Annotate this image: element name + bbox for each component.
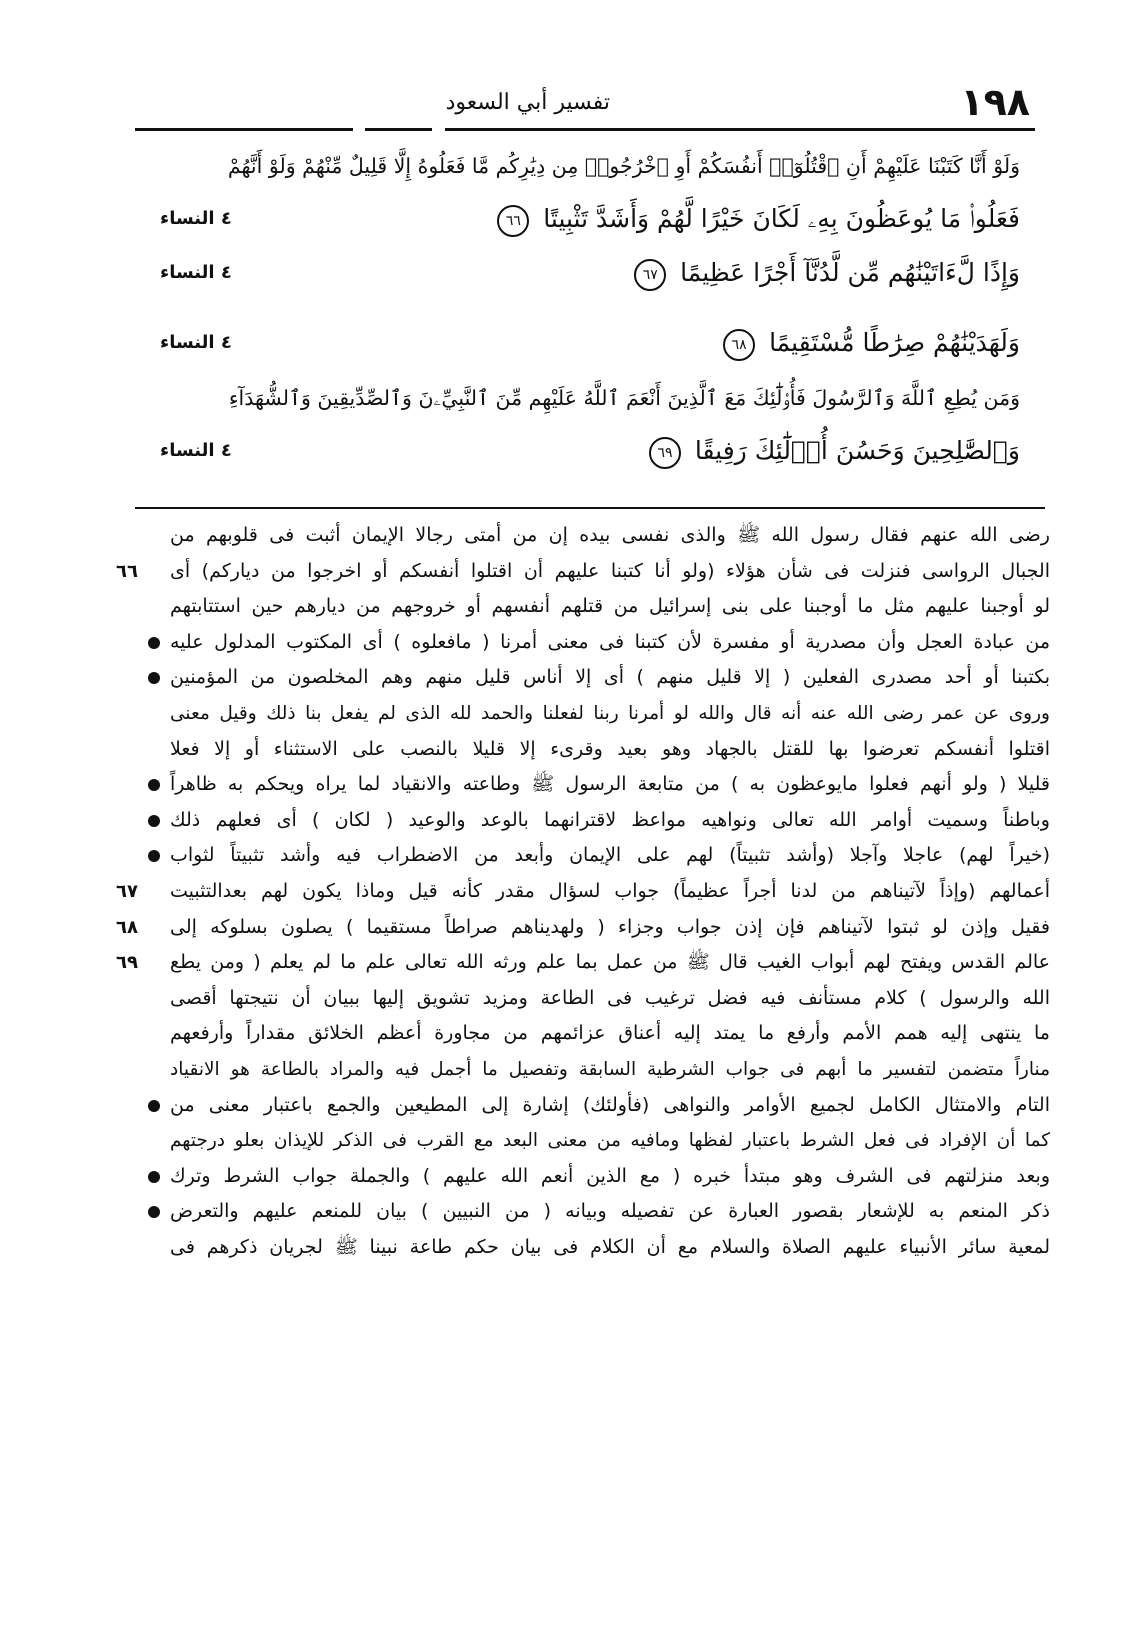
- commentary-line: [116, 910, 1050, 946]
- commentary-line: [170, 589, 1050, 625]
- commentary-line: [170, 981, 1050, 1017]
- commentary-line: [170, 518, 1050, 554]
- verse-margin-number: ٦٨: [116, 916, 138, 938]
- surah-reference: ٤ النساء: [160, 332, 232, 353]
- commentary-line: [170, 660, 1050, 696]
- page-number: ١٩٨: [960, 80, 1030, 124]
- commentary-line-text: (خيراً لهم) عاجلا وآجلا (وأشد تثبيتاً) لهم على الإيمان وأبعد من الاضطراب فيه وأشد تثبيتاً لثواب: [170, 844, 1050, 867]
- verse-line: [160, 426, 1020, 476]
- book-title: تفسير أبي السعود: [445, 90, 610, 115]
- verse-line: [160, 248, 1020, 318]
- header-rule-right: [445, 128, 1035, 131]
- verse-text: وَإِذًا لَّءَاتَيْنَٰهُم مِّن لَّدُنَّآ أَجْرًا عَظِيمًا: [680, 258, 1020, 287]
- commentary-line-text: لمعية سائر الأنبياء عليهم الصلاة والسلام مع أن الكلام فى بيان حكم طاعة نبينا ﷺ لجريان ذكرهم فى: [170, 1235, 1050, 1258]
- commentary-line-text: ذكر المنعم به للإشعار بقصور العبارة عن تفصيله وبيانه ( من النبيين ) بيان للمنعم عليهم والتعرض: [170, 1200, 1050, 1223]
- verse-line: [160, 140, 1020, 194]
- commentary-line-text: وروى عن عمر رضى الله عنه أنه قال والله لو أمرنا ربنا لفعلنا والحمد لله الذى لم يفعل بنا ذلك وقيل معنى: [170, 702, 1050, 724]
- commentary-line: [170, 1123, 1050, 1159]
- commentary-line-text: رضى الله عنهم فقال رسول الله ﷺ والذى نفسى بيده إن من أمتى رجالا الإيمان أثبت فى قلوبهم من: [170, 524, 1050, 546]
- commentary-line-text: فقيل وإذن لو ثبتوا لآتيناهم فإن إذن جواب وجزاء ( ولهديناهم صراطاً مستقيما ) يصلون بسلوكه إلى: [170, 915, 1050, 938]
- verse-text: وَلَهَدَيْنَٰهُمْ صِرَٰطًا مُّسْتَقِيمًا: [769, 328, 1020, 357]
- commentary-line-text: وباطناً وسميت أوامر الله تعالى ونواهيه مواعظ لاقترانهما بالوعد والوعيد ( لكان ) أى فعلهم ذلك: [170, 808, 1050, 831]
- verse-margin-number: ٦٧: [116, 880, 138, 902]
- commentary-line: [170, 1088, 1050, 1124]
- commentary-line-text: من عبادة العجل وأن مصدرية أو مفسرة لأن كتبنا فى معنى أمرنا ( مافعلوه ) أى المكتوب المدلول عليه: [170, 630, 1050, 653]
- commentary-line-text: عالم القدس ويفتح لهم أبواب الغيب قال ﷺ من عمل بما علم ورثه الله تعالى علم ما لم يعلم ( ومن يطع: [170, 951, 1050, 974]
- verse-margin-number: ٦٦: [116, 560, 138, 582]
- commentary-line-text: قليلا ( ولو أنهم فعلوا مايوعظون به ) من متابعة الرسول ﷺ وطاعته والانقياد لما يراه ويحكم به ظاهراً: [170, 773, 1050, 796]
- commentary-line-text: اقتلوا أنفسكم تعرضوا بها للقتل بالجهاد وهو بعيد وقرىء إلا قليلا بالنصب على الاستثناء أو إلا فعلا: [170, 737, 1050, 760]
- commentary-line: [170, 1194, 1050, 1230]
- commentary-line: [170, 1159, 1050, 1195]
- commentary-line-text: التام والامتثال الكامل لجميع الأوامر والنواهى (فأولئك) إشارة إلى المطيعين والجمع باعتبار معنى من: [170, 1093, 1050, 1116]
- surah-reference: ٤ النساء: [160, 208, 232, 229]
- commentary-line-text: بكتبنا أو أحد مصدرى الفعلين ( إلا قليل منهم ) أى إلا أناس قليل منهم وهم المخلصون من المؤمنين: [170, 666, 1050, 689]
- bullet-icon: [148, 1100, 160, 1112]
- verse-section-rule: [135, 507, 1045, 509]
- commentary-line: [116, 874, 1050, 910]
- commentary-line: [170, 625, 1050, 661]
- page-header: [130, 80, 1030, 124]
- commentary-line: [116, 554, 1050, 590]
- verse-number-marker: ٦٦: [497, 205, 529, 237]
- surah-reference: ٤ النساء: [160, 262, 232, 283]
- bullet-icon: [148, 672, 160, 684]
- commentary-line: [170, 696, 1050, 732]
- commentary-line-text: لو أوجبنا عليهم مثل ما أوجبنا على بنى إسرائيل من قتلهم أنفسهم أو خروجهم من ديارهم حين استتابتهم: [170, 595, 1050, 618]
- commentary-line-text: أعمالهم (وإذاً لآتيناهم من لدنا أجراً عظيماً) جواب لسؤال مقدر كأنه قيل وماذا يكون لهم بعدالتثبيت: [170, 879, 1050, 902]
- commentary-line: [170, 1052, 1050, 1088]
- verse-text: وَلَوْ أَنَّا كَتَبْنَا عَلَيْهِمْ أَنِ ٱقْتُلُوٓا۟ أَنفُسَكُمْ أَوِ ٱخْرُجُوا۟ مِن دِيَٰرِكُم مَّا فَعَلُوهُ إِلَّا قَلِيلٌ مِّنْهُمْ وَلَوْ أَنَّهُمْ: [227, 154, 1020, 178]
- commentary-line-text: الله والرسول ) كلام مستأنف فيه فضل ترغيب فى الطاعة ومزيد تشويق إليها ببيان أن نتيجتها أقصى: [170, 986, 1050, 1009]
- commentary-line: [116, 945, 1050, 981]
- verse-text: فَعَلُوا۟ مَا يُوعَظُونَ بِهِۦ لَكَانَ خَيْرًا لَّهُمْ وَأَشَدَّ تَثْبِيتًا: [543, 204, 1020, 233]
- commentary-line-text: الجبال الرواسى فنزلت فى شأن هؤلاء (ولو أنا كتبنا عليهم أن اقتلوا أنفسكم أو اخرجوا من دياركم) أى: [170, 559, 1050, 582]
- verse-line: [160, 194, 1020, 248]
- verse-text: وَمَن يُطِعِ ٱللَّهَ وَٱلرَّسُولَ فَأُو۟لَٰٓئِكَ مَعَ ٱلَّذِينَ أَنْعَمَ ٱللَّهُ عَلَيْهِم مِّنَ ٱلنَّبِيِّۦنَ وَٱلصِّدِّيقِينَ وَٱلشُّهَدَآءِ: [228, 386, 1020, 410]
- verse-line: [160, 372, 1020, 426]
- verse-number-marker: ٦٧: [634, 259, 666, 291]
- bullet-icon: [148, 1206, 160, 1218]
- verse-text: وَٱلصَّٰلِحِينَ وَحَسُنَ أُو۟لَٰٓئِكَ رَفِيقًا: [694, 436, 1020, 465]
- commentary-line: [170, 1230, 1050, 1266]
- commentary-line: [170, 803, 1050, 839]
- commentary-text: [116, 518, 1050, 1265]
- verse-margin-number: ٦٩: [116, 952, 138, 974]
- bullet-icon: [148, 637, 160, 649]
- header-rule-left: [135, 128, 353, 131]
- quran-verses: [160, 140, 1020, 476]
- verse-number-marker: ٦٨: [723, 329, 755, 361]
- verse-number-marker: ٦٩: [649, 437, 681, 469]
- commentary-line-text: ما ينتهى إليه همم الأمم وأرفع ما يمتد إليه أعناق عزائمهم من مجاورة أعظم الخلائق مقداراً وأرفعهم: [170, 1022, 1050, 1045]
- commentary-line: [170, 838, 1050, 874]
- bullet-icon: [148, 850, 160, 862]
- surah-reference: ٤ النساء: [160, 440, 232, 461]
- bullet-icon: [148, 1171, 160, 1183]
- verse-line: [160, 318, 1020, 372]
- commentary-line-text: كما أن الإفراد فى فعل الشرط باعتبار لفظها ومافيه من معنى البعد مع القرب فى الذكر للإيذان بعلو درجتهم: [170, 1130, 1050, 1152]
- commentary-line: [170, 767, 1050, 803]
- commentary-line-text: وبعد منزلتهم فى الشرف وهو مبتدأ خبره ( مع الذين أنعم الله عليهم ) والجملة جواب الشرط وترك: [170, 1164, 1050, 1187]
- bullet-icon: [148, 815, 160, 827]
- header-rule-center: [365, 128, 432, 131]
- commentary-line: [170, 1016, 1050, 1052]
- commentary-line: [170, 732, 1050, 768]
- commentary-line-text: مناراً متضمن لتفسير ما أبهم فى جواب الشرطية السابقة وتفصيل ما أجمل فيه والمراد بالطاعة هو الانقياد: [170, 1058, 1050, 1080]
- bullet-icon: [148, 779, 160, 791]
